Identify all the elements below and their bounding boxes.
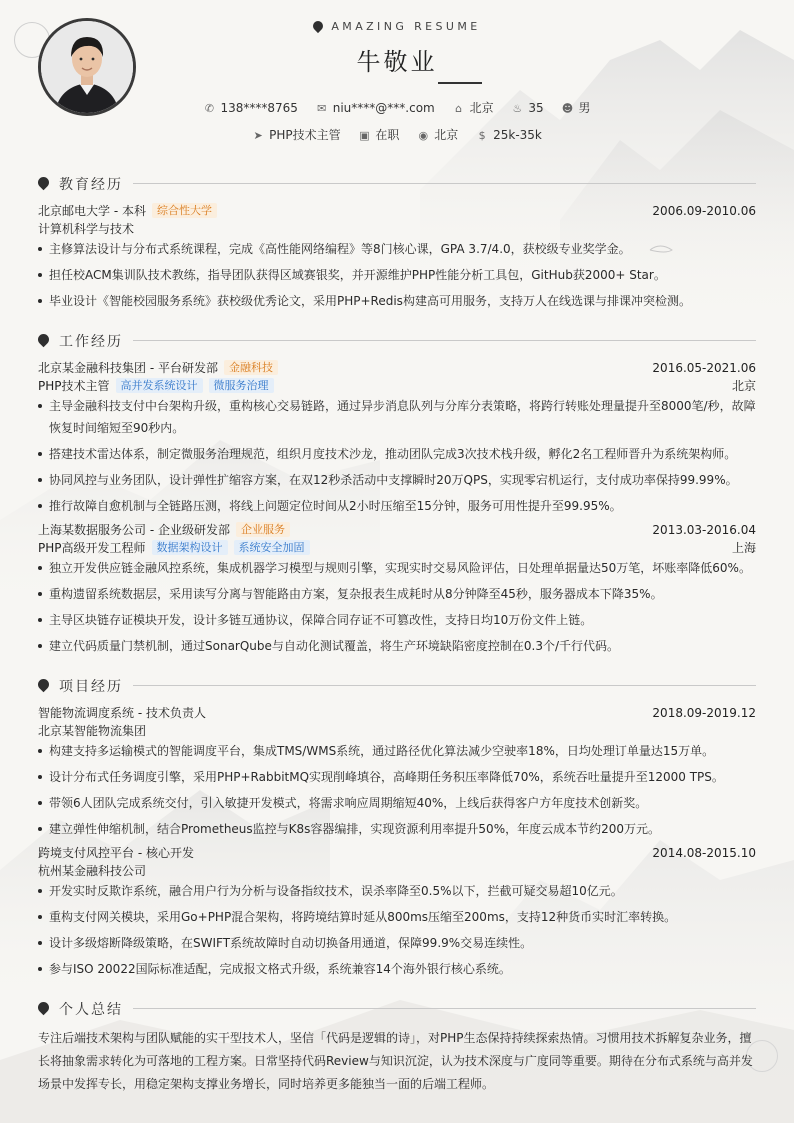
work-role-line — [38, 377, 756, 395]
work-date: 2013.03-2016.04 — [652, 523, 756, 537]
phone-icon: ✆ — [204, 102, 215, 115]
skill-tag: 微服务治理 — [209, 378, 274, 393]
residence-item — [453, 99, 494, 116]
work-date: 2016.05-2021.06 — [652, 361, 756, 375]
project-bullet: 建立弹性伸缩机制，结合Prometheus监控与K8s容器编排，实现资源利用率提升50%，年度云成本节约200万元。 — [38, 818, 756, 840]
section-projects — [38, 676, 756, 696]
ink-drop-icon — [36, 677, 52, 693]
work-bullet: 建立代码质量门禁机制，通过SonarQube与自动化测试覆盖，将生产环境缺陷密度控制在0.3个/千行代码。 — [38, 635, 756, 657]
section-summary — [38, 999, 756, 1019]
email-text: niu****@***.com — [332, 101, 435, 115]
skill-tag: 数据架构设计 — [152, 540, 228, 555]
tagline-text: AMAZING RESUME — [331, 20, 481, 33]
work-city: 北京 — [731, 379, 756, 393]
target-position-text: PHP技术主管 — [269, 128, 341, 142]
project-name: 智能物流调度系统 - 技术负责人 — [38, 706, 206, 720]
location-icon: ◉ — [418, 129, 429, 142]
project-header — [38, 844, 756, 862]
industry-tag: 企业服务 — [236, 522, 290, 537]
gender-item — [562, 99, 591, 116]
name-underline — [438, 82, 482, 84]
work-bullet: 协同风控与业务团队，设计弹性扩缩容方案，在双12秒杀活动中支撑瞬时20万QPS，实现零宕机运行，支付成功率保持99.99%。 — [38, 469, 756, 491]
project-name: 跨境支付风控平台 - 核心开发 — [38, 846, 194, 860]
job-status-item — [358, 126, 399, 143]
mail-icon: ✉ — [317, 102, 327, 115]
salary-item — [476, 128, 542, 142]
education-bullet: 主修算法设计与分布式系统课程，完成《高性能网络编程》等8门核心课，GPA 3.7/4.0，获校级专业奖学金。 — [38, 238, 756, 260]
target-city-item — [417, 126, 458, 143]
work-bullet: 搭建技术雷达体系，制定微服务治理规范，组织月度技术沙龙，推动团队完成3次技术栈升级，孵化2名工程师晋升为系统架构师。 — [38, 443, 756, 465]
industry-tag: 金融科技 — [224, 360, 278, 375]
work-bullet: 独立开发供应链金融风控系统，集成机器学习模型与规则引擎，实现实时交易风险评估，日处理单据量达50万笔，坏账率降低60%。 — [38, 557, 756, 579]
target-city-text: 北京 — [434, 128, 459, 142]
phone-text: 138****8765 — [220, 101, 298, 115]
project-date: 2018.09-2019.12 — [652, 706, 756, 720]
resume-tagline — [0, 20, 794, 33]
residence-text: 北京 — [469, 101, 494, 115]
section-education — [38, 174, 756, 194]
section-divider — [133, 1008, 756, 1009]
summary-text: 专注后端技术架构与团队赋能的实干型技术人，坚信「代码是逻辑的诗」，对PHP生态保持持续探索热情。习惯用技术拆解复杂业务，擅长将抽象需求转化为可落地的工程方案。日常坚持代码Review与知识沉淀，认为技术深度与广度同等重要。期待在分布式系统与高并发场景中发挥专长，用稳定架构支撑业务增长，同时培养更多能独当一面的后端工程师。 — [38, 1031, 753, 1091]
education-date: 2006.09-2010.06 — [652, 204, 756, 218]
gender-text: 男 — [578, 101, 591, 115]
section-divider — [133, 340, 756, 341]
age-item — [511, 101, 543, 115]
section-divider — [133, 183, 756, 184]
section-title: 工作经历 — [59, 334, 123, 350]
salary-text: 25k-35k — [493, 128, 542, 142]
section-divider — [133, 685, 756, 686]
work-bullet: 推行故障自愈机制与全链路压测，将线上问题定位时间从2小时压缩至15分钟，服务可用性提升至99.95%。 — [38, 495, 756, 517]
skill-tag: 系统安全加固 — [234, 540, 310, 555]
job-title: PHP高级开发工程师 — [38, 541, 146, 555]
section-title: 项目经历 — [59, 679, 123, 695]
project-bullet: 参与ISO 20022国际标准适配，完成报文格式升级，系统兼容14个海外银行核心系统。 — [38, 958, 756, 980]
project-date: 2014.08-2015.10 — [652, 846, 756, 860]
project-bullet: 设计多级熔断降级策略，在SWIFT系统故障时自动切换备用通道，保障99.9%交易连续性。 — [38, 932, 756, 954]
company-name: 上海某数据服务公司 - 企业级研发部 — [38, 523, 230, 537]
project-org: 杭州某金融科技公司 — [38, 864, 147, 878]
project-bullet: 构建支持多运输模式的智能调度平台，集成TMS/WMS系统，通过路径优化算法减少空驶率18%，日均处理订单量达15万单。 — [38, 740, 756, 762]
work-company-line — [38, 359, 756, 377]
project-bullet: 带领6人团队完成系统交付，引入敏捷开发模式，将需求响应周期缩短40%，上线后获得客户方年度技术创新奖。 — [38, 792, 756, 814]
contact-row — [0, 99, 794, 116]
ink-drop-icon — [36, 175, 52, 191]
work-bullet: 主导区块链存证模块开发，设计多链互通协议，保障合同存证不可篡改性，支持日均10万份文件上链。 — [38, 609, 756, 631]
project-header — [38, 704, 756, 722]
target-position-item — [252, 126, 341, 143]
work-bullet: 重构遗留系统数据层，采用读写分离与智能路由方案，复杂报表生成耗时从8分钟降至45秒，服务器成本下降35%。 — [38, 583, 756, 605]
ink-drop-icon — [36, 332, 52, 348]
section-title: 教育经历 — [59, 177, 123, 193]
school-name: 北京邮电大学 - 本科 — [38, 204, 146, 218]
company-name: 北京某金融科技集团 - 平台研发部 — [38, 361, 218, 375]
section-work — [38, 331, 756, 351]
education-header — [38, 202, 756, 220]
major: 计算机科学与技术 — [38, 222, 135, 236]
salary-icon: $ — [478, 129, 486, 142]
work-company-line — [38, 521, 756, 539]
project-bullet: 重构支付网关模块，采用Go+PHP混合架构，将跨境结算时延从800ms压缩至200ms，支持12种货币实时汇率转换。 — [38, 906, 756, 928]
education-bullet: 担任校ACM集训队技术教练，指导团队获得区域赛银奖，并开源维护PHP性能分析工具包，GitHub获2000+ Star。 — [38, 264, 756, 286]
job-status-text: 在职 — [375, 128, 400, 142]
email-item — [316, 101, 435, 115]
skill-tag: 高并发系统设计 — [116, 378, 203, 393]
briefcase-icon: ▣ — [359, 129, 370, 142]
section-title: 个人总结 — [59, 1002, 123, 1018]
gender-icon: ☻ — [561, 102, 574, 115]
age-text: 35 — [528, 101, 544, 115]
project-bullet: 开发实时反欺诈系统，融合用户行为分析与设备指纹技术，误杀率降至0.5%以下，拦截可疑交易超10亿元。 — [38, 880, 756, 902]
school-tag: 综合性大学 — [152, 203, 217, 218]
project-bullet: 设计分布式任务调度引擎，采用PHP+RabbitMQ实现削峰填谷，高峰期任务积压率降低70%，系统吞吐量提升至12000 TPS。 — [38, 766, 756, 788]
ink-drop-icon — [311, 19, 325, 33]
home-icon: ⌂ — [455, 102, 463, 115]
send-icon: ➤ — [253, 129, 263, 142]
phone-item — [203, 101, 297, 115]
work-role-line — [38, 539, 756, 557]
candidate-name: 牛敬业 — [356, 48, 438, 76]
ink-drop-icon — [36, 1000, 52, 1016]
project-org: 北京某智能物流集团 — [38, 724, 147, 738]
education-bullet: 毕业设计《智能校园服务系统》获校级优秀论文，采用PHP+Redis构建高可用服务，支持万人在线选课与排课冲突检测。 — [38, 290, 756, 312]
job-title: PHP技术主管 — [38, 379, 110, 393]
cake-icon: ♨ — [512, 102, 523, 115]
work-bullet: 主导金融科技支付中台架构升级，重构核心交易链路，通过异步消息队列与分库分表策略，将跨行转账处理量提升至8000笔/秒，故障恢复时间缩短至90秒内。 — [38, 395, 756, 439]
work-city: 上海 — [731, 541, 756, 555]
job-intent-row — [0, 126, 794, 143]
